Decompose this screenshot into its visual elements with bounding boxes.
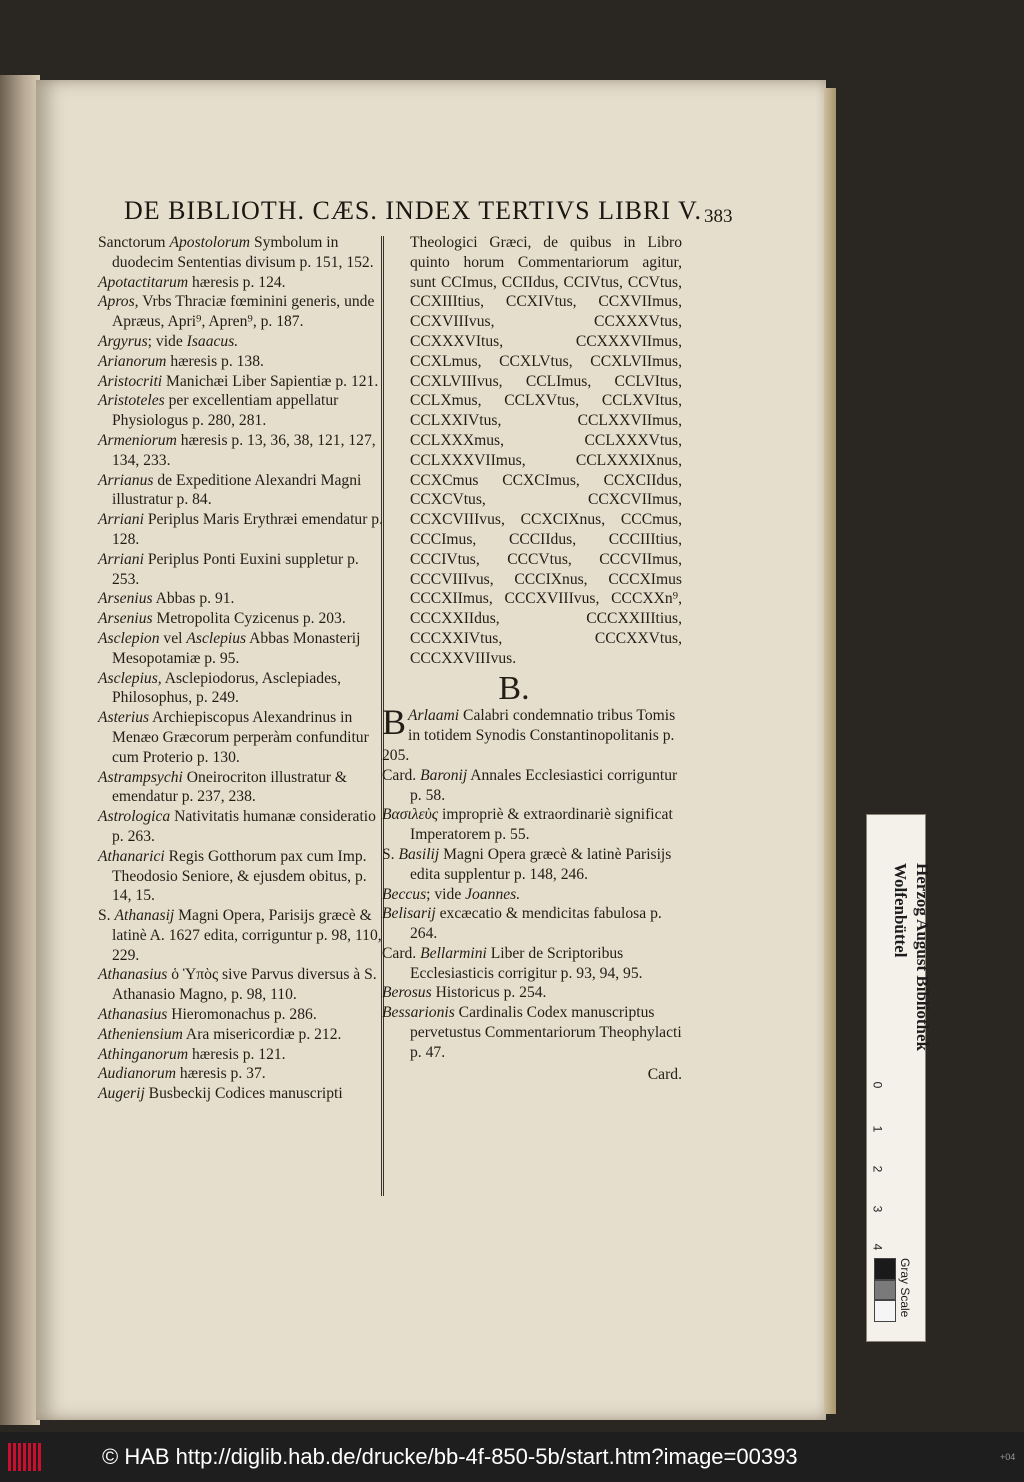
entry-text: Metropolita Cyzicenus p. 203. [152,610,346,628]
ruler-scale-label: Gray Scale [898,1258,912,1318]
entry-term: Apros, [98,293,139,311]
index-entry [98,292,383,332]
entry-text: Hieromonachus p. 286. [167,1006,317,1024]
entry-term: Arrianus [98,471,154,489]
index-entry [98,471,383,511]
entry-term: Athanasij [114,907,175,925]
entry-prefix: Card. [382,944,417,962]
entry-term: Arianorum [98,352,167,370]
entry-term: Argyrus [98,332,148,350]
entry-term: Bessarionis [382,1004,455,1022]
entry-term: Aristoteles [98,392,165,410]
entry-term: Arlaami [408,707,460,725]
entry-term: Apotactitarum [98,273,189,291]
entry-text: Liber de Scriptoribus Ecclesiasticis corrigitur p. 93, 94, 95. [410,944,643,982]
index-entry [98,629,383,669]
entry-term: Beccus [382,885,427,903]
entry-text: Asclepiodorus, Asclepiades, Philosophus, p. 249. [112,669,341,707]
index-entry [98,332,383,352]
index-entry [98,847,383,906]
index-entry [98,768,383,808]
running-head: DE BIBLIOTH. CÆS. INDEX TERTIVS LIBRI V. [124,196,702,225]
entry-term: Asclepion [98,629,160,647]
entry-term: Basilij [398,845,440,863]
continuation-paragraph: Theologici Græci, de quibus in Libro quinto horum Commentariorum agitur, sunt CCImus, CCIIdus, CCIVtus, CCVtus, CCXIIItius, CCXIVtus, CCXVIImus, CCXVIIIvus, CCXXXVtus, CCXXXVItus, CCXXXVIImus, CCXLmus, CCXLVtus, CCXLVIImus, CCXLVIIIvus, CCLImus, CCLVItus, CCLXmus, CCLXVtus, CCLXVItus, CCLXXIVtus, CCLXXVIImus, CCLXXXmus, CCLXXXVtus, CCLXXXVIImus, CCLXXXIXnus, CCXCmus CCXCImus, CCXCIIdus, CCXCVtus, CCXCVIImus, CCXCVIIIvus, CCXCIXnus, CCCmus, CCCImus, CCCIIdus, CCCIIItius, CCCIVtus, CCCVtus, CCCVIImus, CCCVIIIvus, CCCIXnus, CCCXImus CCCXIImus, CCCXVIIIvus, CCCXXn⁹, CCCXXIIdus, CCCXXIIItius, CCCXXIVtus, CCCXXVtus, CCCXXVIIIvus. [410,234,682,667]
entry-text: Abbas p. 91. [152,590,235,608]
hab-logo-icon [8,1443,42,1471]
entry-text: Busbeckij Codices manuscripti [144,1085,343,1103]
index-entry [98,273,383,293]
index-entry [98,1084,383,1104]
ruler-institution-line1: Herzog August Bibliothek [913,863,932,1051]
left-column [98,233,383,1104]
entry-text: vel [159,629,187,647]
gray-swatch-black [874,1258,896,1280]
ruler-tick: 1 [870,1125,885,1133]
entry-text: Manichæi Liber Sapientiæ p. 121. [162,372,379,390]
entry-prefix: S. [382,845,395,863]
entry-term: Arsenius [98,610,153,628]
entry-term: Athanasius [98,966,168,984]
index-entry [382,805,682,845]
entry-term: Astrampsychi [98,768,183,786]
entry-text: Periplus Maris Erythræi emendatur p. 128. [112,511,383,548]
entry-text: Calabri condemnatio tribus Tomis in totidem Synodis Constantinopolitanis p. 205. [382,707,676,764]
right-entries [382,702,682,1062]
index-entry [98,609,383,629]
index-entry [98,372,383,392]
section-letter: B. [498,669,530,707]
entry-text: Annales Ecclesiastici corriguntur p. 58. [410,766,678,804]
gray-swatch-mid [874,1280,896,1300]
entry-text: Regis Gotthorum pax cum Imp. Theodosio Seniore, & ejusdem obitus, p. 14, 15. [112,847,367,905]
entry-text: Magni Opera græcè & latinè Parisijs edita supplentur p. 148, 246. [410,845,672,883]
footer-bar [0,1432,1024,1482]
drop-cap: B [382,702,407,743]
facing-page-edge [0,75,40,1425]
entry-text: ; vide [147,332,187,350]
entry-term: Atheniensium [98,1025,183,1043]
catchword: Card. [647,1065,682,1083]
entry-term: Berosus [382,984,432,1002]
entry-term: Βασιλεὺς [382,806,439,824]
entry-prefix: Card. [382,766,417,784]
entry-text: impropriè & extraordinariè significat Imperatorem p. 55. [410,806,673,844]
entry-term: Athanasius [98,1006,168,1024]
page-fore-edge [824,88,836,1414]
index-entry [98,233,383,273]
entry-text: hæresis p. 37. [175,1065,266,1083]
entry-prefix: S. [98,907,111,925]
entry-text: hæresis p. 13, 36, 38, 121, 127, 134, 233. [112,431,376,469]
index-entry [382,1003,682,1062]
index-entry [98,550,383,590]
index-entry [98,807,383,847]
index-entry [98,965,383,1005]
entry-text: Oneirocriton illustratur & emendatur p. 237, 238. [112,768,348,806]
index-entry [98,1064,383,1084]
index-entry [98,669,383,709]
entry-term-secondary: Joannes. [465,885,521,903]
index-entry [382,885,682,905]
entry-text: hæresis p. 124. [188,273,286,291]
entry-text-secondary: Abbas Monasterij Mesopotamiæ p. 95. [112,629,361,667]
right-column [382,233,682,1084]
entry-text: Magni Opera, Parisijs græcè & latinè A. 1627 edita, corriguntur p. 98, 110, 229. [112,907,382,964]
index-entry [98,1045,383,1065]
entry-term: Athanarici [98,847,165,865]
index-entry [382,845,682,885]
entry-text: Archiepiscopus Alexandrinus in Menæo Græcorum perperàm confunditur cum Proterio p. 130. [112,709,369,766]
entry-term: Asterius [98,709,150,727]
index-entry [98,708,383,767]
page-number: 383 [704,206,733,227]
entry-term: Apostolorum [169,234,251,251]
ruler-institution-line2: Wolfenbüttel [891,863,910,958]
index-entry [382,944,682,984]
entry-term: Athinganorum [98,1045,189,1063]
entry-text: de Expeditione Alexandri Magni illustratur p. 84. [112,471,362,509]
index-entry [98,1025,383,1045]
entry-term: Astrologica [98,808,171,826]
index-entry [382,904,682,944]
index-entry [382,702,682,765]
entry-text: Ara misericordiæ p. 212. [182,1025,342,1043]
index-entry [98,352,383,372]
entry-term: Augerij [98,1085,145,1103]
gray-swatch-white [874,1300,896,1322]
index-entry [382,983,682,1003]
entry-term: Baronij [420,766,468,784]
entry-term: Audianorum [98,1065,176,1083]
entry-text: excæcatio & mendicitas fabulosa p. 264. [410,905,662,943]
ruler-tick: 4 [870,1243,885,1251]
footer-mark: +04 [1000,1452,1016,1462]
entry-term: Bellarmini [420,944,487,962]
index-entry [98,431,383,471]
entry-text: ; vide [426,885,466,903]
entry-text: Symbolum in duodecim Sententias divisum p. 151, 152. [112,234,374,271]
entry-term-secondary: Asclepius [186,629,247,647]
entry-term: Aristocriti [98,372,163,390]
entry-term-secondary: Isaacus. [186,332,239,350]
entry-text: Periplus Ponti Euxini suppletur p. 253. [112,550,359,588]
entry-prefix: Sanctorum [98,234,166,251]
entry-term: Armeniorum [98,431,177,449]
index-entry [98,1005,383,1025]
entry-term: Arriani [98,511,144,529]
ruler-tick: 0 [870,1081,885,1089]
entry-term: Arsenius [98,590,153,608]
entry-term: Arriani [98,550,144,568]
ruler-tick: 3 [870,1205,885,1213]
entry-text: Historicus p. 254. [431,984,547,1002]
index-entry [98,589,383,609]
index-entry [98,391,383,431]
entry-term: Asclepius, [98,669,162,687]
entry-text: ὁ Ὑπὸς sive Parvus diversus à S. Athanasio Magno, p. 98, 110. [112,966,377,1004]
entry-term: Belisarij [382,905,436,923]
index-entry [382,766,682,806]
index-entry [98,906,383,965]
entry-text: Cardinalis Codex manuscriptus pervetustus Commentariorum Theophylacti p. 47. [410,1004,682,1061]
ruler-institution [873,863,933,1163]
entry-text: Vrbs Thraciæ fœminini generis, unde Apræus, Apri⁹, Apren⁹, p. 187. [112,293,375,331]
entry-text: per excellentiam appellatur Physiologus p. 280, 281. [112,392,339,430]
ruler-tick: 2 [870,1165,885,1173]
index-entry [98,510,383,550]
entry-text: hæresis p. 121. [188,1045,286,1063]
footer-copyright: © HAB http://diglib.hab.de/drucke/bb-4f-850-5b/start.htm?image=00393 [102,1444,798,1469]
entry-text: Nativitatis humanæ consideratio p. 263. [112,808,376,845]
entry-text: hæresis p. 138. [166,352,264,370]
